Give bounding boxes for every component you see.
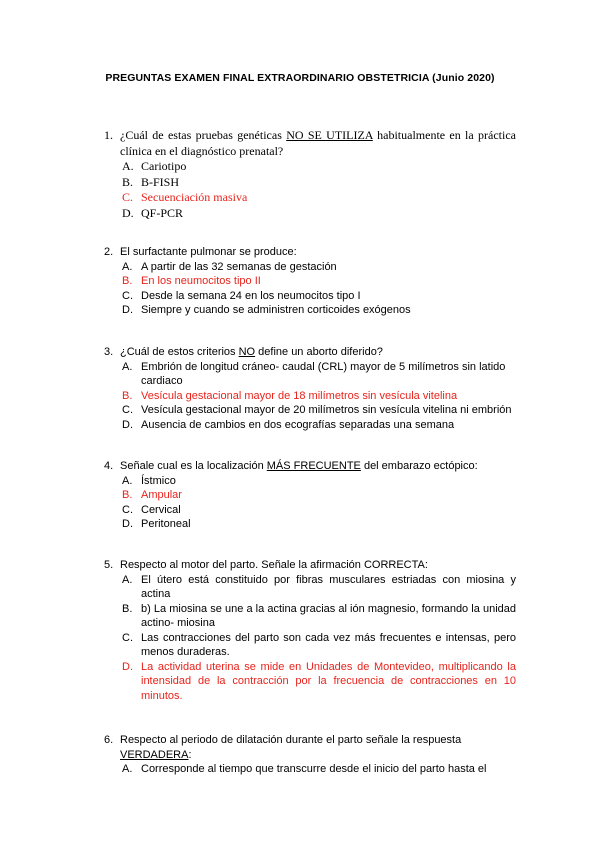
question-2 bbox=[104, 245, 516, 318]
option-d: D. Peritoneal bbox=[122, 518, 191, 530]
question-3 bbox=[104, 345, 516, 432]
question-5 bbox=[104, 558, 516, 703]
option-c: C. Las contracciones del parto son cada vez más frecuentes e intensas, pero menos duraderas. bbox=[122, 631, 516, 658]
options-list bbox=[104, 474, 516, 532]
option-d-correct: D. La actividad uterina se mide en Unidades de Montevideo, multiplicando la intensidad de la contracción por la frecuencia de contracciones en 10 minutos. bbox=[122, 660, 516, 702]
question-4 bbox=[104, 459, 516, 532]
question-number: 1. bbox=[104, 128, 113, 142]
question-stem: ¿Cuál de estas pruebas genéticas NO SE UTILIZA habitualmente en la práctica clínica en el diagnóstico prenatal? bbox=[120, 128, 516, 158]
options-list bbox=[104, 360, 516, 433]
question-number: 3. bbox=[104, 346, 114, 358]
option-a: A. Ístmico bbox=[122, 474, 176, 487]
question-1 bbox=[104, 128, 516, 221]
option-d: D. Ausencia de cambios en dos ecografías separadas una semana bbox=[122, 418, 455, 431]
page-title: PREGUNTAS EXAMEN FINAL EXTRAORDINARIO OBSTETRICIA (Junio 2020) bbox=[105, 72, 495, 84]
option-c: C. Cervical bbox=[122, 503, 181, 516]
option-d: D. QF-PCR bbox=[122, 205, 184, 220]
option-c: C. Desde la semana 24 en los neumocitos tipo I bbox=[122, 289, 361, 302]
stem-emphasis: MÁS FRECUENTE bbox=[266, 460, 361, 472]
option-a: A. A partir de las 32 semanas de gestación bbox=[122, 260, 337, 273]
question-stem: Respecto al motor del parto. Señale la afirmación CORRECTA: bbox=[120, 559, 428, 571]
stem-emphasis: NO bbox=[238, 346, 256, 358]
option-b-correct: B. Ampular bbox=[122, 489, 182, 501]
options-list bbox=[104, 159, 516, 221]
option-b: B. B-FISH bbox=[122, 174, 180, 189]
question-6 bbox=[104, 733, 516, 777]
options-list bbox=[104, 260, 516, 318]
question-stem: Señale cual es la localización MÁS FRECUENTE del embarazo ectópico: bbox=[120, 460, 478, 472]
stem-emphasis: NO SE UTILIZA bbox=[286, 128, 373, 142]
option-a: A. Corresponde al tiempo que transcurre desde el inicio del parto hasta el bbox=[122, 763, 487, 775]
options-list bbox=[104, 573, 516, 704]
option-a: A. El útero está constituido por fibras musculares estriadas con miosina y actina bbox=[122, 573, 516, 600]
option-a: A. Cariotipo bbox=[122, 159, 187, 173]
stem-emphasis: VERDADERA bbox=[120, 748, 189, 761]
question-number: 6. bbox=[104, 734, 114, 746]
question-stem: ¿Cuál de estos criterios NO define un aborto diferido? bbox=[120, 346, 383, 358]
option-d: D. Siempre y cuando se administren corticoides exógenos bbox=[122, 304, 411, 316]
option-b: B. b) La miosina se une a la actina gracias al ión magnesio, formando la unidad actino- miosina bbox=[122, 602, 516, 629]
question-stem: Respecto al periodo de dilatación durante el parto señale la respuesta VERDADERA: bbox=[120, 734, 462, 761]
question-number: 2. bbox=[104, 246, 114, 258]
option-c-correct: C. Secuenciación masiva bbox=[122, 190, 248, 204]
question-stem: El surfactante pulmonar se produce: bbox=[120, 246, 297, 258]
option-b-correct: B. En los neumocitos tipo II bbox=[122, 275, 261, 287]
option-a: A. Embrión de longitud cráneo- caudal (CRL) mayor de 5 milímetros sin latido cardiaco bbox=[122, 360, 506, 387]
option-b-correct: B. Vesícula gestacional mayor de 18 milímetros sin vesícula vitelina bbox=[122, 389, 458, 402]
options-list bbox=[104, 762, 516, 777]
option-c: C. Vesícula gestacional mayor de 20 milímetros sin vesícula vitelina ni embrión bbox=[122, 404, 512, 416]
question-number: 5. bbox=[104, 559, 114, 571]
question-number: 4. bbox=[104, 460, 114, 472]
